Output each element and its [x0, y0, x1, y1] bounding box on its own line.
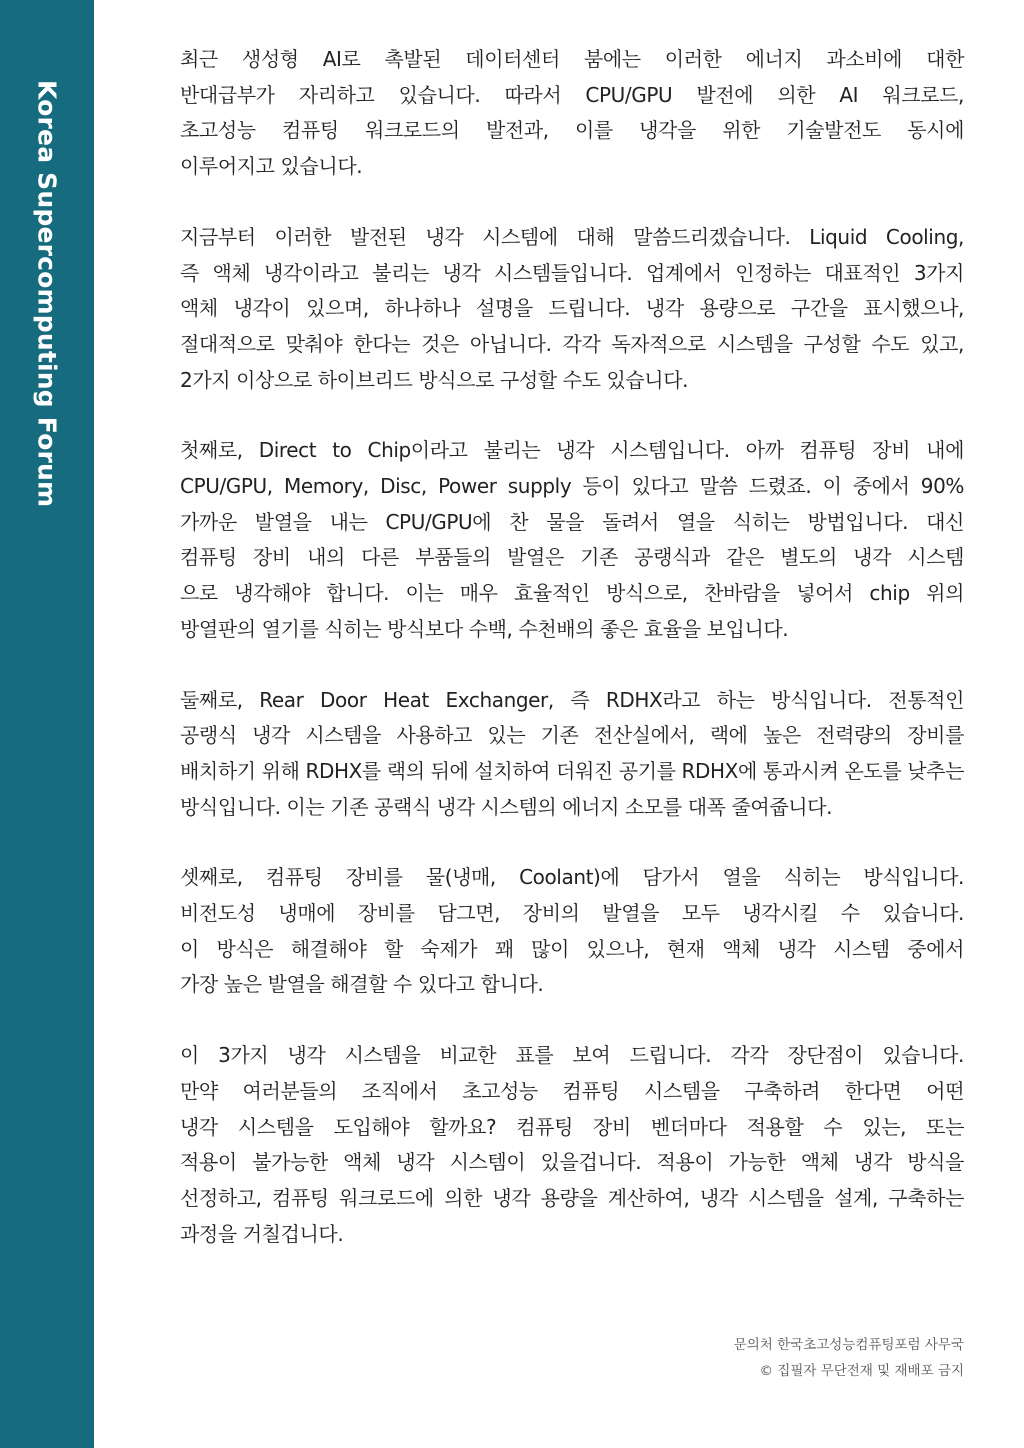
- sidebar-title: Korea Supercomputing Forum: [32, 80, 62, 508]
- paragraph-2: [180, 220, 964, 399]
- text-line: 배치하기 위해 RDHX를 랙의 뒤에 설치하여 더워진 공기를 RDHX에 통과시켜 온도를 낮추는: [180, 758, 964, 783]
- paragraph-5: [180, 860, 964, 1003]
- text-line: 2가지 이상으로 하이브리드 방식으로 구성할 수도 있습니다.: [180, 367, 689, 392]
- text-line: 가까운 발열을 내는 CPU/GPU에 찬 물을 돌려서 열을 식히는 방법입니다. 대신: [180, 509, 964, 534]
- text-line: 컴퓨팅 장비 내의 다른 부품들의 발열은 기존 공랭식과 같은 별도의 냉각 시스템: [180, 545, 964, 570]
- text-line: 방열판의 열기를 식히는 방식보다 수백, 수천배의 좋은 효율을 보입니다.: [180, 616, 789, 641]
- text-line: 비전도성 냉매에 장비를 담그면, 장비의 발열을 모두 냉각시킬 수 있습니다.: [180, 901, 964, 926]
- text-line: 이 방식은 해결해야 할 숙제가 꽤 많이 있으나, 현재 액체 냉각 시스템 중에서: [180, 936, 964, 961]
- text-line: 만약 여러분들의 조직에서 초고성능 컴퓨팅 시스템을 구축하려 한다면 어떤: [180, 1078, 964, 1103]
- text-line: 절대적으로 맞춰야 한다는 것은 아닙니다. 각각 독자적으로 시스템을 구성할 수도 있고,: [180, 331, 964, 356]
- text-line: 첫째로, Direct to Chip이라고 불리는 냉각 시스템입니다. 아까 컴퓨팅 장비 내에: [180, 438, 964, 463]
- paragraph-1: [180, 42, 964, 185]
- text-line: 액체 냉각이 있으며, 하나하나 설명을 드립니다. 냉각 용량으로 구간을 표시했으나,: [180, 296, 964, 321]
- footer-copyright: © 집필자 무단전재 및 재배포 금지: [759, 1363, 964, 1379]
- text-line: 과정을 거칠겁니다.: [180, 1221, 344, 1246]
- sidebar: [0, 0, 94, 1448]
- text-line: 셋째로, 컴퓨팅 장비를 물(냉매, Coolant)에 담가서 열을 식히는 방식입니다.: [180, 865, 964, 890]
- text-line: 이루어지고 있습니다.: [180, 154, 363, 179]
- text-line: 가장 높은 발열을 해결할 수 있다고 합니다.: [180, 972, 544, 997]
- text-line: 반대급부가 자리하고 있습니다. 따라서 CPU/GPU 발전에 의한 AI 워크로드,: [180, 82, 964, 107]
- text-line: 지금부터 이러한 발전된 냉각 시스템에 대해 말씀드리겠습니다. Liquid Cooling,: [180, 224, 964, 249]
- text-line: 이 3가지 냉각 시스템을 비교한 표를 보여 드립니다. 각각 장단점이 있습니다.: [180, 1043, 964, 1068]
- footer-contact: 문의처 한국초고성능컴퓨팅포럼 사무국: [733, 1337, 964, 1353]
- text-line: 즉 액체 냉각이라고 불리는 냉각 시스템들입니다. 업계에서 인정하는 대표적인 3가지: [180, 260, 964, 285]
- text-line: 최근 생성형 AI로 촉발된 데이터센터 붐에는 이러한 에너지 과소비에 대한: [180, 47, 964, 71]
- footer: [734, 1332, 964, 1384]
- paragraph-3: [180, 433, 964, 647]
- document-body: [180, 42, 964, 1252]
- text-line: 선정하고, 컴퓨팅 워크로드에 의한 냉각 용량을 계산하여, 냉각 시스템을 설계, 구축하는: [180, 1185, 964, 1210]
- text-line: CPU/GPU, Memory, Disc, Power supply 등이 있다고 말씀 드렸죠. 이 중에서 90%: [180, 474, 964, 499]
- text-line: 방식입니다. 이는 기존 공랙식 냉각 시스템의 에너지 소모를 대폭 줄여줍니다.: [180, 794, 833, 819]
- text-line: 초고성능 컴퓨팅 워크로드의 발전과, 이를 냉각을 위한 기술발전도 동시에: [180, 118, 964, 143]
- text-line: 둘째로, Rear Door Heat Exchanger, 즉 RDHX라고 하는 방식입니다. 전통적인: [180, 687, 964, 712]
- text-line: 적용이 불가능한 액체 냉각 시스템이 있을겁니다. 적용이 가능한 액체 냉각 방식을: [180, 1150, 964, 1175]
- paragraph-4: [180, 683, 964, 826]
- text-line: 냉각 시스템을 도입해야 할까요? 컴퓨팅 장비 벤더마다 적용할 수 있는, 또는: [180, 1114, 964, 1139]
- text-line: 공랭식 냉각 시스템을 사용하고 있는 기존 전산실에서, 랙에 높은 전력량의 장비를: [180, 723, 964, 748]
- text-line: 으로 냉각해야 합니다. 이는 매우 효율적인 방식으로, 찬바람을 넣어서 chip 위의: [180, 581, 964, 606]
- paragraph-6: [180, 1038, 964, 1252]
